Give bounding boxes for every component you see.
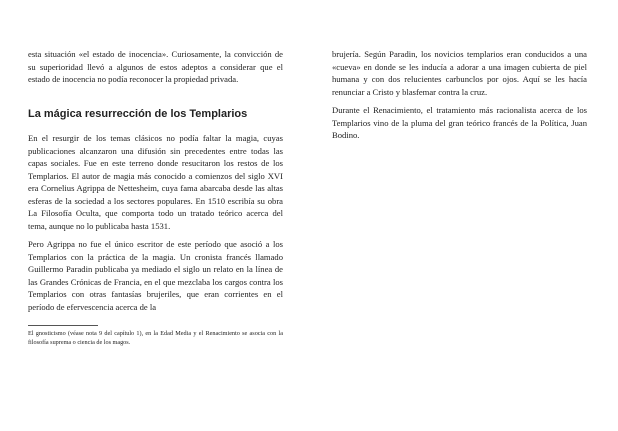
right-column: [332, 48, 587, 148]
paragraph: Durante el Renacimiento, el tratamiento más racionalista acerca de los Templarios vino de la pluma del gran teórico francés de la Política, Juan Bodino.: [332, 105, 587, 140]
paragraph: Pero Agrippa no fue el único escritor de este período que asoció a los Templarios con la práctica de la magia. Un cronista francés llamado Guillermo Paradin publicaba ya mediado el siglo un relato en la línea de las Grandes Crónicas de Francia, en el que mezclaba los cargos contra los Templarios con otras fantasías brujeriles, que eran corrientes en el período de efervescencia acerca de la: [28, 239, 283, 312]
paragraph: brujería. Según Paradin, los novicios templarios eran conducidos a una «cueva» en donde se les inducía a adorar a una imagen cubierta de piel humana y con dos relucientes carbunclos por ojos. Aquí se les hacía renunciar a Cristo y blasfemar contra la cruz.: [332, 49, 587, 97]
paragraph: esta situación «el estado de inocencia». Curiosamente, la convicción de su superioridad llevó a algunos de estos adeptos a considerar que el estado de inocencia no podía reconocer la propiedad privada.: [28, 49, 283, 84]
paragraph: En el resurgir de los temas clásicos no podía faltar la magia, cuyas publicaciones alcanzaron una difusión sin precedentes entre todas las capas sociales. Fue en este terreno donde resucitaron los restos de los Templarios. El autor de magia más conocido a comienzos del siglo XVI era Cornelius Agrippa de Nettesheim, cuya fama abarcaba desde las altas esferas de la sociedad a los sectores populares. En 1510 escribía su obra La Filosofía Oculta, que comporta todo un tratado teórico acerca del tema, aunque no lo publicaba hasta 1531.: [28, 133, 283, 231]
left-column: [28, 48, 283, 347]
footnote-divider: [28, 325, 98, 326]
section-heading: La mágica resurrección de los Templarios: [28, 107, 248, 120]
footnote: El gnosticismo (véase nota 9 del capítulo 1), en la Edad Media y el Renacimiento se asocia con la filosofía suprema o ciencia de los magos.: [28, 330, 283, 346]
